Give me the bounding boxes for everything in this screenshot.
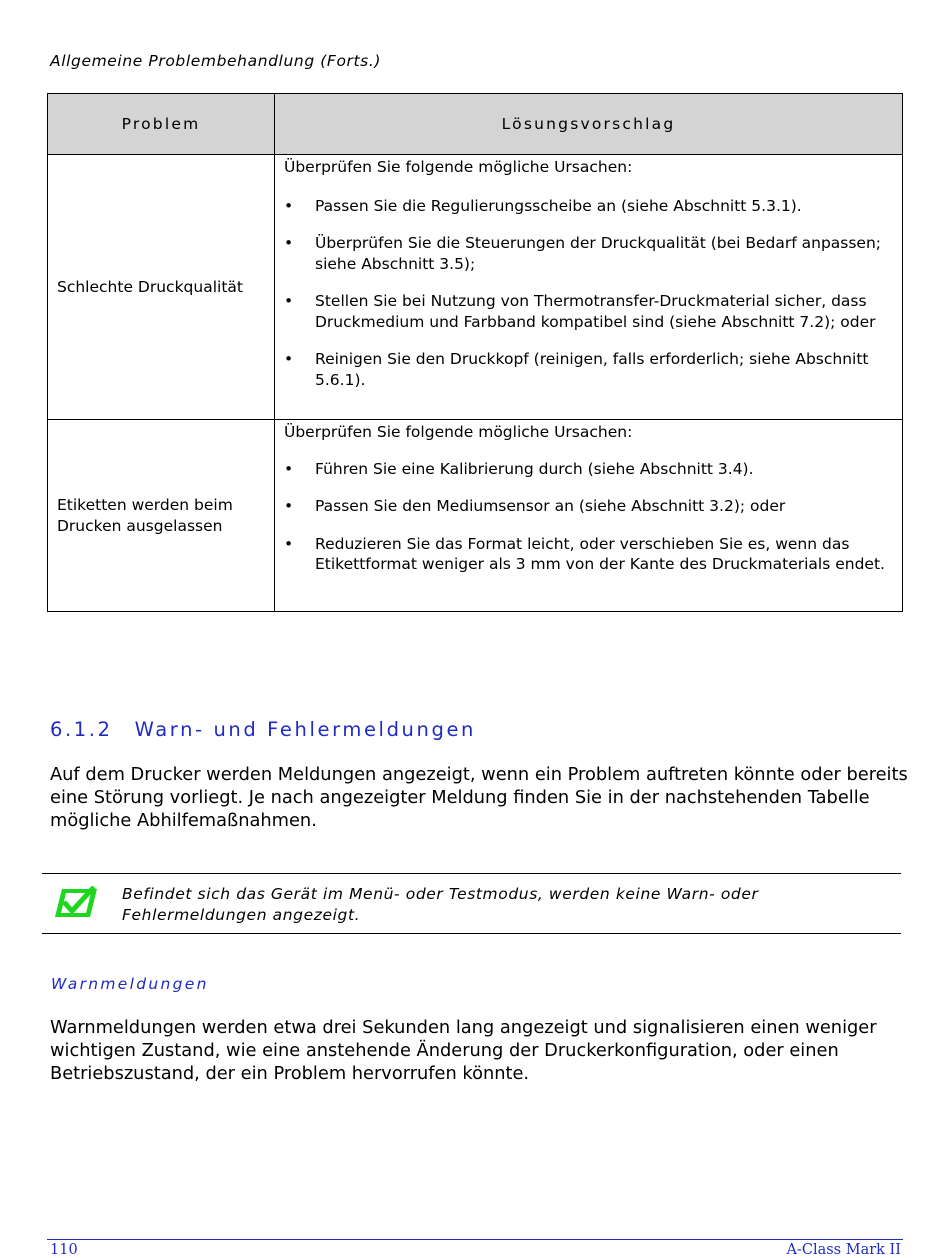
note-text: Befindet sich das Gerät im Menü- oder Testmodus, werden keine Warn- oder Fehlermeldungen angezeigt. bbox=[122, 885, 759, 924]
column-header-solution: Lösungsvorschlag bbox=[275, 94, 903, 155]
table-row bbox=[48, 420, 903, 612]
solution-cell bbox=[275, 155, 903, 420]
solution-item: • Führen Sie eine Kalibrierung durch (siehe Abschnitt 3.4). bbox=[284, 459, 892, 480]
solution-item: • Reduzieren Sie das Format leicht, oder verschieben Sie es, wenn das Etikettformat weniger als 3 mm von der Kante des Druckmaterials endet. bbox=[284, 534, 892, 575]
section-title: Warn- und Fehlermeldungen bbox=[134, 718, 477, 741]
solution-item: • Stellen Sie bei Nutzung von Thermotransfer-Druckmaterial sicher, dass Druckmedium und Farbband kompatibel sind (siehe Abschnitt 7.2); oder bbox=[284, 291, 892, 332]
solution-item: • Passen Sie den Mediumsensor an (siehe Abschnitt 3.2); oder bbox=[284, 496, 892, 517]
solution-item: • Reinigen Sie den Druckkopf (reinigen, falls erforderlich; siehe Abschnitt 5.6.1). bbox=[284, 349, 892, 390]
solution-intro: Überprüfen Sie folgende mögliche Ursachen: bbox=[284, 158, 633, 176]
problem-cell: Etiketten werden beim Drucken ausgelassen bbox=[48, 420, 275, 612]
page-number: 110 bbox=[50, 1242, 78, 1258]
note-bottom-rule bbox=[42, 933, 901, 934]
section-heading bbox=[50, 718, 476, 741]
green-checkmark-icon bbox=[53, 886, 99, 920]
table-row bbox=[48, 155, 903, 420]
solution-item: • Überprüfen Sie die Steuerungen der Druckqualität (bei Bedarf anpassen; siehe Abschnitt 3.5); bbox=[284, 233, 892, 274]
column-header-problem: Problem bbox=[48, 94, 275, 155]
product-name: A-Class Mark II bbox=[786, 1242, 901, 1258]
solution-item: • Passen Sie die Regulierungsscheibe an (siehe Abschnitt 5.3.1). bbox=[284, 196, 892, 217]
table-header-row bbox=[48, 94, 903, 155]
problem-cell: Schlechte Druckqualität bbox=[48, 155, 275, 420]
section-number: 6.1.2 bbox=[50, 718, 113, 741]
solution-cell bbox=[275, 420, 903, 612]
troubleshooting-table bbox=[47, 93, 903, 612]
footer-rule bbox=[47, 1239, 903, 1240]
section-paragraph: Auf dem Drucker werden Meldungen angezeigt, wenn ein Problem auftreten könnte oder bereits eine Störung vorliegt. Je nach angezeigter Meldung finden Sie in der nachstehenden Tabelle mögliche Abhilfemaßnahmen. bbox=[50, 764, 908, 831]
subsection-paragraph: Warnmeldungen werden etwa drei Sekunden lang angezeigt und signalisieren einen weniger wichtigen Zustand, wie eine anstehende Änderung der Druckerkonfiguration, oder einen Betriebszustand, der ein Problem hervorrufen könnte. bbox=[50, 1017, 877, 1084]
solution-intro: Überprüfen Sie folgende mögliche Ursachen: bbox=[284, 423, 633, 441]
solution-list bbox=[284, 459, 892, 575]
solution-list bbox=[284, 196, 892, 391]
note-top-rule bbox=[42, 873, 901, 874]
subsection-heading: Warnmeldungen bbox=[51, 975, 209, 993]
table-continued-title: Allgemeine Problembehandlung (Forts.) bbox=[50, 52, 382, 70]
